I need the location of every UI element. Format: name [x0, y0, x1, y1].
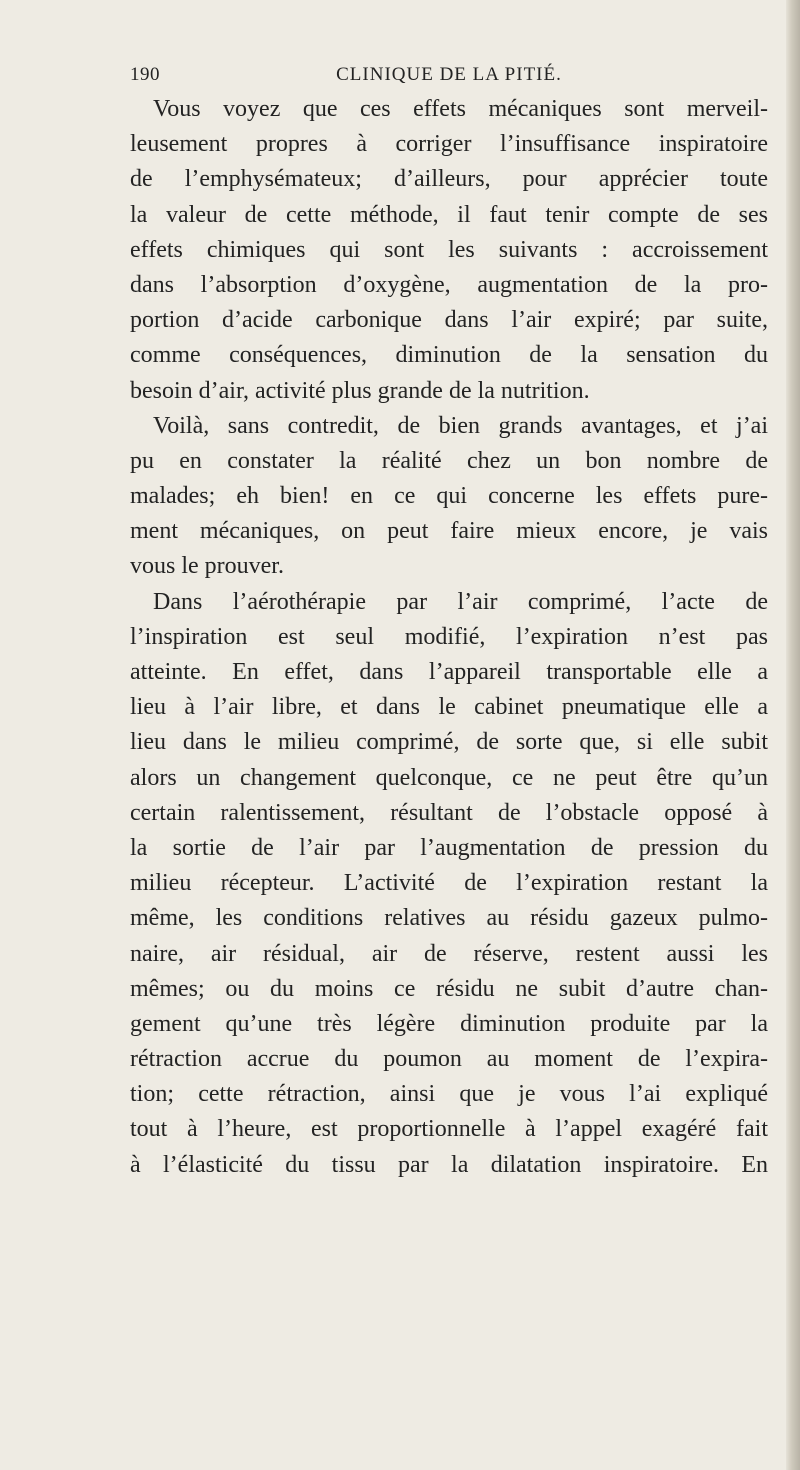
text-line: lieu dans le milieu comprimé, de sorte que, si elle subit [130, 729, 768, 756]
text-line: certain ralentissement, résultant de l’obstacle opposé à [130, 799, 768, 826]
text-line: à l’élasticité du tissu par la dilatation inspiratoire. En [130, 1151, 768, 1178]
text-line: portion d’acide carbonique dans l’air expiré; par suite, [130, 307, 768, 334]
text-line: ment mécaniques, on peut faire mieux encore, je vais [130, 518, 768, 545]
body-text [130, 92, 768, 1183]
text-line: la valeur de cette méthode, il faut tenir compte de ses [130, 201, 768, 228]
text-line: naire, air résidual, air de réserve, restent aussi les [130, 940, 768, 967]
page-edge [786, 0, 800, 1470]
text-line: pu en constater la réalité chez un bon nombre de [130, 447, 768, 474]
text-line: Dans l’aérothérapie par l’air comprimé, l’acte de [153, 588, 768, 615]
text-line: besoin d’air, activité plus grande de la nutrition. [130, 377, 590, 404]
text-line: rétraction accrue du poumon au moment de l’expira- [130, 1046, 768, 1073]
running-title: CLINIQUE DE LA PITIÉ. [336, 64, 562, 85]
text-line: Voilà, sans contredit, de bien grands avantages, et j’ai [153, 412, 768, 439]
text-line: atteinte. En effet, dans l’appareil transportable elle a [130, 659, 768, 685]
text-line: comme conséquences, diminution de la sensation du [130, 342, 768, 369]
text-line: tout à l’heure, est proportionnelle à l’appel exagéré fait [130, 1116, 768, 1143]
text-line: gement qu’une très légère diminution produite par la [130, 1010, 768, 1037]
text-line: l’inspiration est seul modifié, l’expiration n’est pas [130, 623, 768, 650]
text-line: malades; eh bien! en ce qui concerne les effets pure- [130, 483, 768, 510]
text-line: milieu récepteur. L’activité de l’expiration restant la [130, 870, 768, 897]
text-line: mêmes; ou du moins ce résidu ne subit d’autre chan- [130, 975, 768, 1002]
text-line: lieu à l’air libre, et dans le cabinet pneumatique elle a [130, 694, 768, 721]
text-line: tion; cette rétraction, ainsi que je vous l’ai expliqué [130, 1081, 768, 1108]
text-line: Vous voyez que ces effets mécaniques sont merveil- [153, 96, 768, 122]
text-line: effets chimiques qui sont les suivants : accroissement [130, 236, 768, 263]
page-header [130, 64, 768, 94]
page-number: 190 [130, 64, 160, 85]
text-line: de l’emphysémateux; d’ailleurs, pour apprécier toute [130, 166, 768, 193]
text-line: même, les conditions relatives au résidu gazeux pulmo- [130, 905, 768, 932]
text-line: leusement propres à corriger l’insuffisance inspiratoire [130, 131, 768, 158]
text-line: alors un changement quelconque, ce ne peut être qu’un [130, 764, 768, 791]
text-line: dans l’absorption d’oxygène, augmentation de la pro- [130, 271, 768, 298]
text-line: la sortie de l’air par l’augmentation de pression du [130, 834, 768, 861]
text-line: vous le prouver. [130, 553, 284, 580]
